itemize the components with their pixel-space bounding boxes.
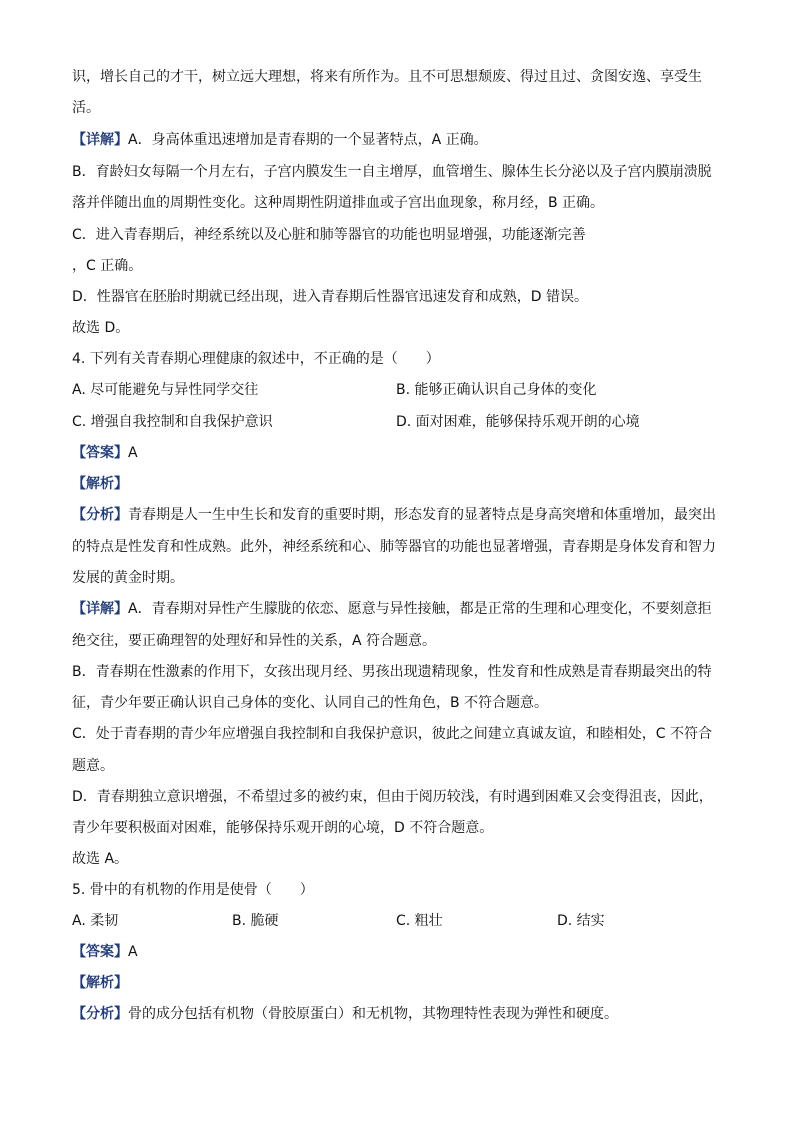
answer-tag: 【答案】 bbox=[72, 445, 128, 461]
text-line: 识，增长自己的才干，树立远大理想，将来有所作为。且不可思想颓废、得过且过、贪图安逸、享受生 bbox=[72, 69, 702, 85]
text-line: 发展的黄金时期。 bbox=[72, 570, 184, 586]
text-line: D．性器官在胚胎时期就已经出现，进入青春期后性器官迅速发育和成熟，D 错误。 bbox=[72, 289, 589, 305]
answer-tag: 【答案】 bbox=[72, 944, 128, 960]
analysis-paragraph bbox=[72, 505, 732, 525]
text-line: 绝交往，要正确理智的处理好和异性的关系，A 符合题意。 bbox=[72, 633, 437, 649]
text-line: D．青春期独立意识增强，不希望过多的被约束，但由于阅历较浅，有时遇到困难又会变得沮丧，因此， bbox=[72, 789, 713, 805]
analysis-heading bbox=[72, 973, 732, 993]
question-stem: 4. 下列有关青春期心理健康的叙述中，不正确的是（ ） bbox=[72, 351, 440, 367]
detail-text: A．青春期对异性产生朦胧的依恋、愿意与异性接触，都是正常的生理和心理变化，不要刻意拒 bbox=[128, 601, 712, 617]
fenxi-text: 骨的成分包括有机物（骨胶原蛋白）和无机物，其物理特性表现为弹性和硬度。 bbox=[128, 1006, 618, 1022]
fenxi-tag: 【分析】 bbox=[72, 1006, 128, 1022]
conclusion: 故选 D。 bbox=[72, 320, 130, 336]
text-line: B．青春期在性激素的作用下，女孩出现月经、男孩出现遗精现象，性发育和性成熟是青春期最突出的特 bbox=[72, 664, 712, 680]
text-line: C．处于青春期的青少年应增强自我控制和自我保护意识，彼此之间建立真诚友谊，和睦相处，C 不符合 bbox=[72, 726, 712, 742]
detail-tag: 【详解】 bbox=[72, 601, 128, 617]
text-line: B．育龄妇女每隔一个月左右，子宫内膜发生一自主增厚，血管增生、腺体生长分泌以及子宫内膜崩溃脱 bbox=[72, 164, 712, 180]
option-c: C. 粗壮 bbox=[396, 913, 443, 929]
text-line: 的特点是性发育和性成熟。此外，神经系统和心、肺等器官的功能也显著增强，青春期是身体发育和智力 bbox=[72, 539, 716, 555]
detail-paragraph bbox=[72, 599, 732, 619]
option-d: D. 结实 bbox=[557, 913, 605, 929]
option-d: D. 面对困难，能够保持乐观开朗的心境 bbox=[396, 414, 640, 430]
analysis-paragraph bbox=[72, 1004, 732, 1024]
text-line: 活。 bbox=[72, 100, 100, 116]
option-b: B. 脆硬 bbox=[232, 913, 279, 929]
text-line: 落并伴随出血的周期性变化。这种周期性阴道排血或子宫出血现象，称月经，B 正确。 bbox=[72, 195, 605, 211]
analysis-tag: 【解析】 bbox=[72, 975, 128, 991]
option-a: A. 柔韧 bbox=[72, 913, 119, 929]
text-line: 青少年要积极面对困难，能够保持乐观开朗的心境，D 不符合题意。 bbox=[72, 820, 494, 836]
option-c: C. 增强自我控制和自我保护意识 bbox=[72, 414, 273, 430]
text-line: 题意。 bbox=[72, 758, 114, 774]
detail-text: A．身高体重迅速增加是青春期的一个显著特点，A 正确。 bbox=[128, 132, 488, 148]
answer-value: A bbox=[128, 445, 138, 461]
detail-paragraph bbox=[72, 130, 732, 150]
option-a: A. 尽可能避免与异性同学交往 bbox=[72, 382, 259, 398]
answer-line bbox=[72, 942, 732, 962]
text-line: C．进入青春期后，神经系统以及心脏和肺等器官的功能也明显增强，功能逐渐完善 bbox=[72, 227, 586, 243]
question-stem: 5. 骨中的有机物的作用是使骨（ ） bbox=[72, 882, 314, 898]
detail-tag: 【详解】 bbox=[72, 132, 128, 148]
conclusion: 故选 A。 bbox=[72, 851, 129, 867]
fenxi-text: 青春期是人一生中生长和发育的重要时期，形态发育的显著特点是身高突增和体重增加，最突出 bbox=[128, 507, 716, 523]
text-line: 征，青少年要正确认识自己身体的变化、认同自己的性角色，B 不符合题意。 bbox=[72, 695, 549, 711]
answer-value: A bbox=[128, 944, 138, 960]
option-b: B. 能够正确认识自己身体的变化 bbox=[396, 382, 597, 398]
text-line: ，C 正确。 bbox=[72, 258, 143, 274]
answer-line bbox=[72, 443, 732, 463]
fenxi-tag: 【分析】 bbox=[72, 507, 128, 523]
analysis-heading bbox=[72, 474, 732, 494]
analysis-tag: 【解析】 bbox=[72, 476, 128, 492]
